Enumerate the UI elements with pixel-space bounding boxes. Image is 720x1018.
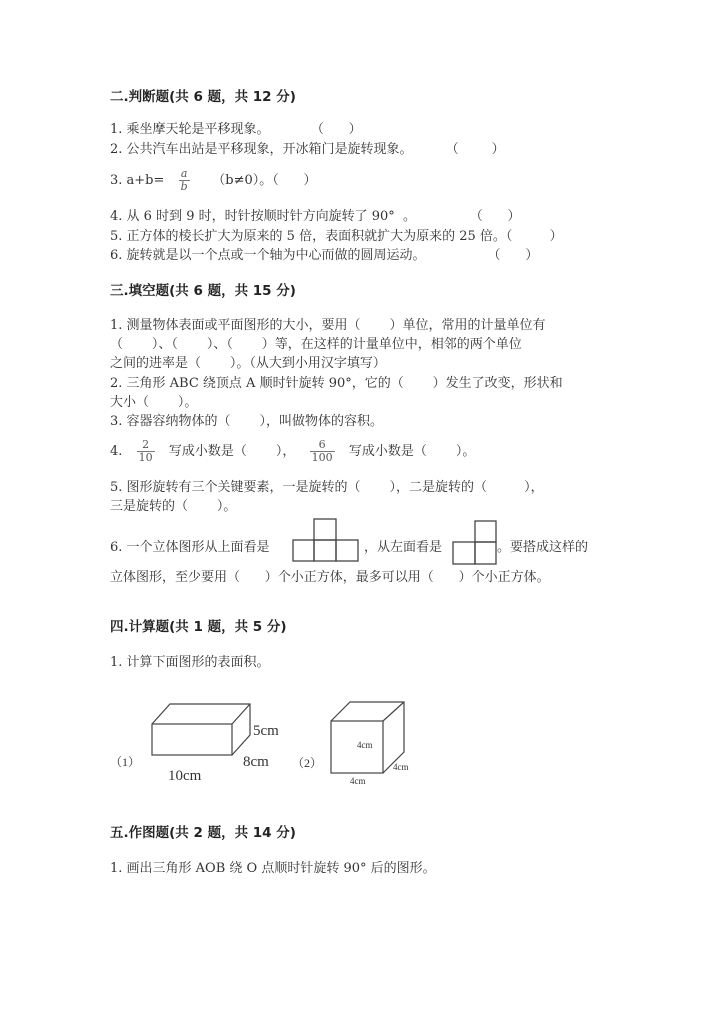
- q3-suffix: （b≠0）。（ ）: [195, 173, 317, 188]
- cube-height-label: 4cm: [357, 740, 373, 750]
- fill-question-6-line-2: 立体图形，至少要用（ ）个小正方体，最多可以用（ ）个小正方体。: [110, 570, 550, 585]
- figure-1-label: （1）: [110, 755, 141, 769]
- cuboid-depth-label: 8cm: [243, 754, 269, 770]
- q4-suffix: 写成小数是（ ）。: [340, 444, 476, 459]
- judge-question-3: [110, 168, 317, 193]
- fraction-6-over-100: [310, 439, 335, 464]
- section-3-title: 三.填空题(共 6 题，共 15 分): [110, 283, 296, 299]
- fraction-denominator: 100: [311, 451, 333, 464]
- fraction-denominator: 10: [138, 451, 153, 464]
- cuboid-length-label: 10cm: [168, 768, 202, 784]
- fraction-denominator: b: [180, 180, 188, 193]
- q4-prefix: 4.: [110, 444, 131, 459]
- judge-question-2: 2. 公共汽车出站是平移现象，开冰箱门是旋转现象。 （ ）: [110, 142, 505, 157]
- left-view-figure: [452, 520, 498, 566]
- cuboid-height-label: 5cm: [253, 723, 279, 739]
- fill-question-1-line-3: 之间的进率是（ ）。（从大到小用汉字填写）: [110, 356, 386, 371]
- judge-question-4: 4. 从 6 时到 9 时，时针按顺时针方向旋转了 90° 。 （ ）: [110, 209, 521, 224]
- q3-prefix: 3. a+b=: [110, 173, 173, 188]
- figure-2-label: （2）: [292, 756, 323, 770]
- fraction-numerator: a: [179, 168, 190, 181]
- judge-question-6: 6. 旋转就是以一个点或一个轴为中心而做的圆周运动。 （ ）: [110, 248, 539, 263]
- fill-question-1-line-2: （ ）、（ ）、（ ）等，在这样的计量单位中，相邻的两个单位: [110, 337, 522, 352]
- fill-question-2-line-1: 2. 三角形 ABC 绕顶点 A 顺时针旋转 90°，它的（ ）发生了改变，形状和: [110, 376, 563, 391]
- fill-question-5-line-2: 三是旋转的（ ）。: [110, 499, 237, 514]
- fill-question-3: 3. 容器容纳物体的（ ），叫做物体的容积。: [110, 414, 383, 429]
- top-view-figure: [292, 518, 360, 563]
- surface-area-figures: [110, 700, 420, 795]
- fraction-2-over-10: [137, 439, 155, 464]
- fill-question-6-c: 。要搭成这样的: [497, 540, 589, 555]
- calc-question-1: 1. 计算下面图形的表面积。: [110, 655, 270, 670]
- fill-question-6-b: ，从左面看是: [364, 540, 443, 555]
- cube-length-label: 4cm: [350, 776, 366, 786]
- section-2-title: 二.判断题(共 6 题，共 12 分): [110, 89, 296, 105]
- q4-middle: 写成小数是（ ），: [160, 444, 304, 459]
- fill-question-5-line-1: 5. 图形旋转有三个关键要素，一是旋转的（ ），二是旋转的（ ），: [110, 480, 544, 495]
- cuboid-figure: [152, 704, 250, 755]
- judge-question-5: 5. 正方体的棱长扩大为原来的 5 倍，表面积就扩大为原来的 25 倍。（ ）: [110, 229, 563, 244]
- section-5-title: 五.作图题(共 2 题，共 14 分): [110, 825, 296, 841]
- fraction-a-over-b: [179, 168, 190, 193]
- cube-depth-label: 4cm: [393, 762, 409, 772]
- draw-question-1: 1. 画出三角形 AOB 绕 O 点顺时针旋转 90° 后的图形。: [110, 861, 436, 876]
- fraction-numerator: 6: [310, 439, 335, 452]
- judge-question-1: 1. 乘坐摩天轮是平移现象。 （ ）: [110, 122, 362, 137]
- fill-question-6-a: 6. 一个立体图形从上面看是: [110, 540, 270, 555]
- fill-question-2-line-2: 大小（ ）。: [110, 395, 198, 410]
- fill-question-1-line-1: 1. 测量物体表面或平面图形的大小，要用（ ）单位，常用的计量单位有: [110, 318, 546, 333]
- fraction-numerator: 2: [137, 439, 155, 452]
- section-4-title: 四.计算题(共 1 题，共 5 分): [110, 619, 287, 635]
- fill-question-4: [110, 439, 475, 464]
